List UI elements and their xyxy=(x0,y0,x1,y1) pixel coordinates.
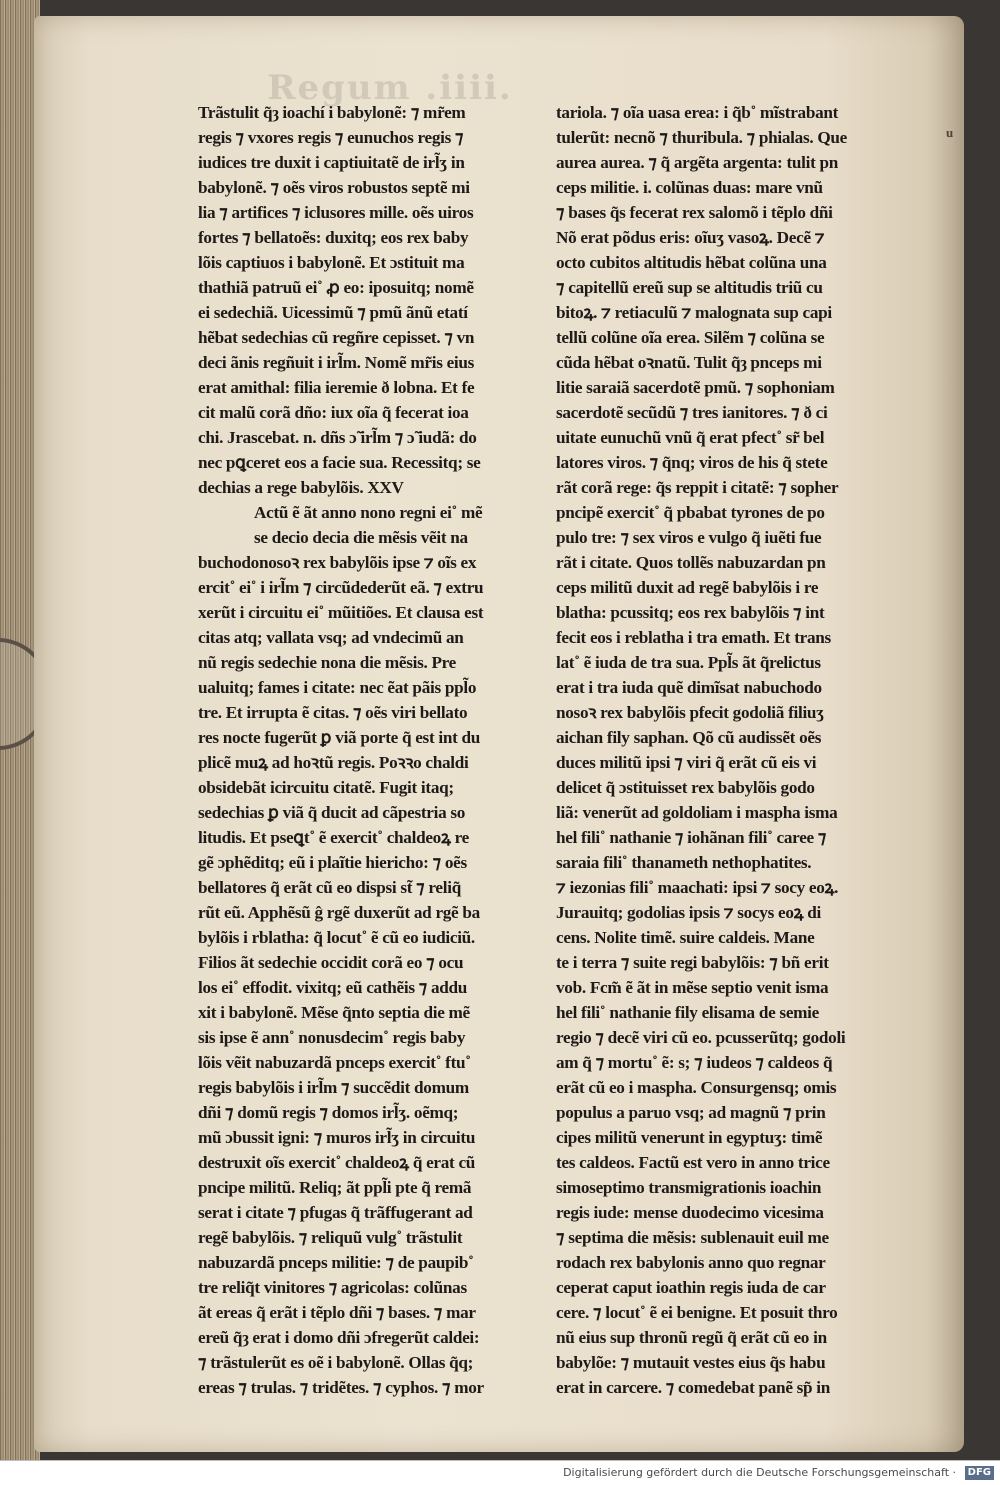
text-line: se decio decia die mẽsis vẽit na xyxy=(254,528,468,547)
text-line: xit i babylonẽ. Mẽse q̃nto septia die mẽ xyxy=(198,1003,470,1022)
text-line: Trãstulit q̃ȝ ioachí i babylonẽ: ⁊ mr̃em xyxy=(198,103,466,122)
text-line: erat i tra iuda quẽ dimĩsat nabuchodo xyxy=(556,678,822,697)
text-line: dechias a rege babylõis. XXV xyxy=(198,478,404,497)
text-line: vob. Fcm̃ ẽ ãt in mẽse septio venit isma xyxy=(556,978,829,997)
text-line: Nõ erat põdus eris: oĩuʒ vasoꝝ. Decẽ ⁊ xyxy=(556,228,825,247)
text-line: bellatores q̃ erãt cũ eo dispsi st̃ ⁊ reliq̃ xyxy=(198,878,461,897)
text-line: lat˚ ẽ iuda de tra sua. Ppl̃s ãt q̃relictus xyxy=(556,653,821,672)
text-line: rãt i citate. Quos tollẽs nabuzardan pn xyxy=(556,553,826,572)
text-line: sis ipse ẽ ann˚ nonusdecim˚ regis baby xyxy=(198,1028,466,1047)
text-line: buchodonosoꝛ rex babylõis ipse ⁊ oĩs ex xyxy=(198,553,477,572)
text-line: tellũ colũne oĩa erea. Silẽm ⁊ colũna se xyxy=(556,328,825,347)
text-line: octo cubitos altitudis hẽbat colũna una xyxy=(556,253,827,272)
text-line: rodach rex babylonis anno quo regnar xyxy=(556,1253,826,1272)
text-line: ⁊ septima die mẽsis: sublenauit euil me xyxy=(556,1228,829,1247)
text-line: ei sedechiã. Uicessimũ ⁊ pmũ ãnũ etatí xyxy=(198,303,468,322)
text-line: xerũt i circuitu ei˚ mũitiões. Et clausa est xyxy=(198,603,484,622)
text-line: babylõe: ⁊ mutauit vestes eius q̃s habu xyxy=(556,1353,826,1372)
text-line: res nocte fugerũt ꝑ viã porte q̃ est int du xyxy=(198,728,481,747)
text-line: ⁊ trãstulerũt es oẽ i babylonẽ. Ollas q̃q; xyxy=(198,1353,474,1372)
text-line: cens. Nolite timẽ. suire caldeis. Mane xyxy=(556,928,815,947)
text-line: fortes ⁊ bellatoẽs: duxitq; eos rex baby xyxy=(198,228,469,247)
text-line: regẽ babylõis. ⁊ reliquũ vulg˚ trãstulit xyxy=(198,1228,463,1247)
text-line: lõis captiuos i babylonẽ. Et ɔstituit ma xyxy=(198,253,465,272)
text-line: lia ⁊ artifices ⁊ iclusores mille. oẽs uiros xyxy=(198,203,474,222)
text-line: Jurauitq; godolias ipsis ⁊ socys eoꝝ di xyxy=(556,903,821,922)
text-line: ceperat caput ioathin regis iuda de car xyxy=(556,1278,826,1297)
text-line: regis ⁊ vxores regis ⁊ eunuchos regis ⁊ xyxy=(198,128,464,147)
text-line: populus a paruo vsq; ad magnũ ⁊ prin xyxy=(556,1103,826,1122)
text-line: am q̃ ⁊ mortu˚ ẽ: s; ⁊ iudeos ⁊ caldeos q̃ xyxy=(556,1053,833,1072)
text-line: tes caldeos. Factũ est vero in anno trice xyxy=(556,1153,830,1172)
text-line: ualuitq; fames i citate: nec ẽat pãis ppl̃o xyxy=(198,678,477,697)
text-line: babylonẽ. ⁊ oẽs viros robustos septẽ mi xyxy=(198,178,470,197)
text-line: hel fili˚ nathanie ⁊ iohãnan fili˚ caree ⁊ xyxy=(556,828,827,847)
text-line: tre reliq̃t vinitores ⁊ agricolas: colũnas xyxy=(198,1278,467,1297)
text-line: rãt corã rege: q̃s reppit i citatẽ: ⁊ sopher xyxy=(556,478,839,497)
text-line: nosoꝛ rex babylõis pfecit godoliã filiuʒ xyxy=(556,703,824,722)
text-line: thathiã patruũ ei˚ ꝓ eo: iposuitq; nomẽ xyxy=(198,278,474,297)
right-text-column xyxy=(556,100,898,1397)
text-line: cũda hẽbat oꝛnatũ. Tulit q̃ȝ pnceps mi xyxy=(556,353,822,372)
text-line: lõis vẽit nabuzardã pnceps exercit˚ ftu˚ xyxy=(198,1053,471,1072)
text-line: tre. Et irrupta ẽ citas. ⁊ oẽs viri bellato xyxy=(198,703,468,722)
text-line: cit malũ corã dño: iux oĩa q̃ fecerat ioa xyxy=(198,403,469,422)
text-line: Filios ãt sedechie occidit corã eo ⁊ ocu xyxy=(198,953,464,972)
text-line: ereũ q̃ȝ erat i domo dñi ɔfregerũt caldei: xyxy=(198,1328,480,1347)
text-line: sacerdotẽ secũdũ ⁊ tres ianitores. ⁊ ð ci xyxy=(556,403,828,422)
text-line: aurea aurea. ⁊ q̃ argẽta argenta: tulit pn xyxy=(556,153,839,172)
text-line: saraia fili˚ thanameth nethophatites. xyxy=(556,853,812,872)
text-line: uitate eunuchũ vnũ q̃ erat pfect˚ sr̃ bel xyxy=(556,428,825,447)
text-line: ercit˚ ei˚ i irl̃m ⁊ circũdederũt eã. ⁊ extru xyxy=(198,578,484,597)
text-line: gẽ ɔphẽditq; eũ i plaĩtie hiericho: ⁊ oẽs xyxy=(198,853,467,872)
text-line: citas atq; vallata vsq; ad vndecimũ an xyxy=(198,628,464,647)
text-line: nũ eius sup thronũ regũ q̃ erãt cũ eo in xyxy=(556,1328,827,1347)
text-line: erat in carcere. ⁊ comedebat panẽ sp̃ in xyxy=(556,1378,831,1397)
text-line: iudices tre duxit i captiuitatẽ de irl̃ʒ in xyxy=(198,153,465,172)
running-head: Regum .iiii. xyxy=(267,68,513,108)
text-line: blatha: pcussitq; eos rex babylõis ⁊ int xyxy=(556,603,825,622)
text-line: pncipẽ exercit˚ q̃ pbabat tyrones de po xyxy=(556,503,825,522)
dfg-logo: DFG xyxy=(965,1466,994,1480)
text-line: erãt cũ eo i maspha. Consurgensq; omis xyxy=(556,1078,837,1097)
text-line: nũ regis sedechie nona die mẽsis. Pre xyxy=(198,653,457,672)
text-line: plicẽ muꝝ ad hoꝛtũ regis. Poꝛꝛo chaldi xyxy=(198,753,469,772)
text-line: nec pꝗceret eos a facie sua. Recessitq; se xyxy=(198,453,481,472)
text-line: nabuzardã pnceps militie: ⁊ de paupib˚ xyxy=(198,1253,474,1272)
text-line: deci ãnis regñuit i irl̃m. Nomẽ mr̃is eius xyxy=(198,353,475,372)
text-line: liã: venerũt ad goldoliam i maspha isma xyxy=(556,803,838,822)
text-line: ⁊ iezonias fili˚ maachati: ipsi ⁊ socy eoꝝ. xyxy=(556,878,839,897)
text-line: te i terra ⁊ suite regi babylõis: ⁊ bñ erit xyxy=(556,953,829,972)
text-line: ceps militie. i. colũnas duas: mare vnũ xyxy=(556,178,823,197)
text-line: chi. Jrascebat. n. dñs ɔ̃ irl̃m ⁊ ɔ̃ iudã: do xyxy=(198,428,477,447)
text-line: ereas ⁊ trulas. ⁊ tridẽtes. ⁊ cyphos. ⁊ mor xyxy=(198,1378,484,1397)
text-line: regis babylõis i irl̃m ⁊ succẽdit domum xyxy=(198,1078,469,1097)
text-line: litie saraiã sacerdotẽ pmũ. ⁊ sophoniam xyxy=(556,378,835,397)
text-line: sedechias ꝑ viã q̃ ducit ad cãpestria so xyxy=(198,803,466,822)
text-line: hel fili˚ nathanie fily elisama de semie xyxy=(556,1003,819,1022)
text-line: simoseptimo transmigrationis ioachin xyxy=(556,1178,822,1197)
text-line: ⁊ capitellũ ereũ sup se altitudis triũ cu xyxy=(556,278,823,297)
bleed-through-text: u xyxy=(946,125,954,140)
text-line: litudis. Et pseꝗt˚ ẽ exercit˚ chaldeoꝝ re xyxy=(198,828,469,847)
left-text-column xyxy=(198,100,540,1397)
text-line: aichan fily saphan. Qõ cũ audissẽt oẽs xyxy=(556,728,822,747)
text-line: cere. ⁊ locut˚ ẽ ei benigne. Et posuit thro xyxy=(556,1303,838,1322)
text-line: mũ ɔbussit igni: ⁊ muros irl̃ʒ in circuitu xyxy=(198,1128,476,1147)
text-line: bitoꝝ. ⁊ retiaculũ ⁊ malognata sup capi xyxy=(556,303,832,322)
text-line: bylõis i rblatha: q̃ locut˚ ẽ cũ eo iudiciũ. xyxy=(198,928,475,947)
text-line: ceps militũ duxit ad regẽ babylõis i re xyxy=(556,578,819,597)
text-line: ⁊ bases q̃s fecerat rex salomõ i tẽplo dñi xyxy=(556,203,833,222)
text-line: pulo tre: ⁊ sex viros e vulgo q̃ iuẽti fue xyxy=(556,528,822,547)
text-line: hẽbat sedechias cũ regñre cepisset. ⁊ vn xyxy=(198,328,475,347)
text-line: destruxit oĩs exercit˚ chaldeoꝝ q̃ erat cũ xyxy=(198,1153,476,1172)
text-line: tulerũt: necnõ ⁊ thuribula. ⁊ phialas. Que xyxy=(556,128,847,147)
text-line: rũt eũ. Apphẽsũ ĝ rgẽ duxerũt ad rgẽ ba xyxy=(198,903,480,922)
text-line: Actũ ẽ ãt anno nono regni ei˚ mẽ xyxy=(254,503,483,522)
text-line: delicet q̃ ɔstituisset rex babylõis godo xyxy=(556,778,815,797)
footer-bar xyxy=(0,1460,1000,1485)
text-line: serat i citate ⁊ pfugas q̃ trãffugerant ad xyxy=(198,1203,473,1222)
text-line: obsidebãt icircuitu citatẽ. Fugit itaq; xyxy=(198,778,454,797)
text-line: los ei˚ effodit. vixitq; eũ cathẽis ⁊ addu xyxy=(198,978,468,997)
text-line: duces militũ ipsi ⁊ viri q̃ erãt cũ eis vi xyxy=(556,753,817,772)
text-line: cipes militũ venerunt in egyptuʒ: timẽ xyxy=(556,1128,823,1147)
text-line: pncipe militũ. Reliq; ãt ppl̃i pte q̃ remã xyxy=(198,1178,472,1197)
text-line: regio ⁊ decẽ viri cũ eo. pcusserũtq; godoli xyxy=(556,1028,846,1047)
text-line: regis iude: mense duodecimo vicesima xyxy=(556,1203,824,1222)
text-line: tariola. ⁊ oĩa uasa erea: i q̃b˚ mĩstrabant xyxy=(556,103,839,122)
text-line: erat amithal: filia ieremie ð lobna. Et fe xyxy=(198,378,475,397)
text-line: ãt ereas q̃ erãt i tẽplo dñi ⁊ bases. ⁊ mar xyxy=(198,1303,476,1322)
text-line: fecit eos i reblatha i tra emath. Et trans xyxy=(556,628,831,647)
text-line: dñi ⁊ domũ regis ⁊ domos irl̃ʒ. oẽmq; xyxy=(198,1103,459,1122)
funding-credit: Digitalisierung gefördert durch die Deutsche Forschungsgemeinschaft · xyxy=(563,1466,956,1479)
text-line: latores viros. ⁊ q̃nq; viros de his q̃ stete xyxy=(556,453,828,472)
